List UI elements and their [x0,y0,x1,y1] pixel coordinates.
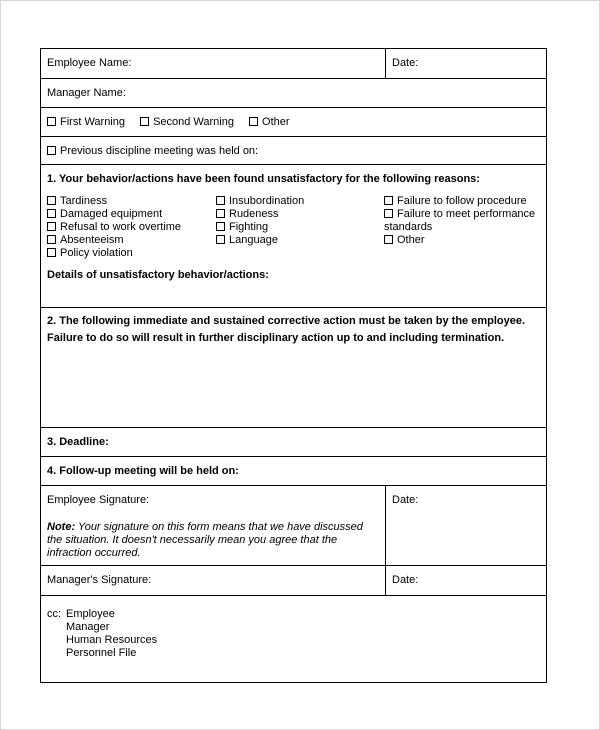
cc-label: cc: [47,608,62,620]
cc-list [47,608,540,660]
warning-form [40,48,547,683]
other-warning-checkbox[interactable] [249,117,258,126]
reason-option[interactable] [216,221,384,234]
manager-signature-field[interactable] [41,566,386,595]
manager-signature-row [41,566,546,596]
reasons-grid [47,195,540,260]
reason-option[interactable] [47,221,216,234]
first-warning-option[interactable] [47,116,125,129]
reason-option[interactable] [384,195,540,208]
first-warning-label: First Warning [60,116,125,128]
section2-title: 2. The following immediate and sustained corrective action must be taken by the employee. Failure to do so will result in further disciplinary action up to and including termination. [47,315,526,344]
reason-label: Language [229,234,278,246]
details-label: Details of unsatisfactory behavior/actions: [47,269,269,281]
corrective-action-field[interactable] [41,308,546,428]
previous-meeting-label: Previous discipline meeting was held on: [60,145,259,157]
note-text: Your signature on this form means that we have discussed the situation. It doesn't necessarily mean you agree that the infraction occurred. [47,521,363,559]
reason-label: Failure to meet performance standards [384,208,536,233]
employee-signature-field[interactable] [41,486,386,565]
employee-signature-date-label: Date: [392,494,419,506]
reason-checkbox[interactable] [384,209,393,218]
reason-checkbox[interactable] [47,235,56,244]
reason-label: Fighting [229,221,269,233]
reason-label: Insubordination [229,195,305,207]
reason-option[interactable] [47,234,216,247]
section4-title: 4. Follow-up meeting will be held on: [47,465,239,477]
manager-signature-label: Manager's Signature: [47,574,152,586]
manager-signature-date-label: Date: [392,574,419,586]
employee-signature-label: Employee Signature: [47,494,150,506]
manager-name-label: Manager Name: [47,87,126,99]
date-field[interactable] [386,49,546,78]
previous-meeting-checkbox[interactable] [47,146,56,155]
reason-checkbox[interactable] [47,248,56,257]
employee-name-row [41,49,546,79]
section-reasons [41,165,546,308]
cc-recipient: Personnel File [66,647,137,659]
reason-option[interactable] [47,208,216,221]
cc-recipient: Human Resources [66,634,158,646]
previous-meeting-option[interactable] [47,145,258,158]
reason-label: Refusal to work overtime [60,221,182,233]
reason-label: Tardiness [60,195,108,207]
reason-option[interactable] [216,208,384,221]
follow-up-field[interactable] [41,457,546,486]
reason-label: Absenteeism [60,234,124,246]
reason-label: Failure to follow procedure [397,195,527,207]
deadline-field[interactable] [41,428,546,457]
employee-signature-date-field[interactable] [386,486,546,565]
cc-recipient: Manager [66,621,110,633]
cc-section [41,596,546,682]
section1-title: 1. Your behavior/actions have been found unsatisfactory for the following reasons: [47,173,480,185]
reason-checkbox[interactable] [384,235,393,244]
reasons-column-2 [216,195,384,260]
previous-meeting-row [41,137,546,165]
reason-checkbox[interactable] [216,196,225,205]
reasons-column-3 [384,195,540,260]
reason-option[interactable] [384,208,540,234]
section3-title: 3. Deadline: [47,436,109,448]
cc-recipients [66,608,157,660]
reason-checkbox[interactable] [47,209,56,218]
reason-checkbox[interactable] [47,196,56,205]
warning-type-row [41,108,546,137]
reason-checkbox[interactable] [47,222,56,231]
cc-recipient: Employee [66,608,115,620]
reason-option[interactable] [384,234,540,247]
other-warning-label: Other [262,116,290,128]
reason-checkbox[interactable] [384,196,393,205]
reason-label: Other [397,234,425,246]
second-warning-option[interactable] [140,116,234,129]
note-prefix: Note: [47,521,76,533]
reason-label: Damaged equipment [60,208,163,220]
manager-signature-date-field[interactable] [386,566,546,595]
second-warning-checkbox[interactable] [140,117,149,126]
reason-option[interactable] [216,234,384,247]
date-label: Date: [392,57,419,69]
employee-signature-row [41,486,546,566]
reason-option[interactable] [47,195,216,208]
reason-option[interactable] [216,195,384,208]
reason-option[interactable] [47,247,216,260]
reason-checkbox[interactable] [216,209,225,218]
second-warning-label: Second Warning [153,116,234,128]
manager-name-field[interactable] [41,79,546,108]
reason-label: Policy violation [60,247,133,259]
first-warning-checkbox[interactable] [47,117,56,126]
reason-checkbox[interactable] [216,222,225,231]
employee-name-field[interactable] [41,49,386,78]
employee-name-label: Employee Name: [47,57,132,69]
other-warning-option[interactable] [249,116,290,129]
reasons-column-1 [47,195,216,260]
reason-checkbox[interactable] [216,235,225,244]
reason-label: Rudeness [229,208,279,220]
signature-note [47,521,379,560]
